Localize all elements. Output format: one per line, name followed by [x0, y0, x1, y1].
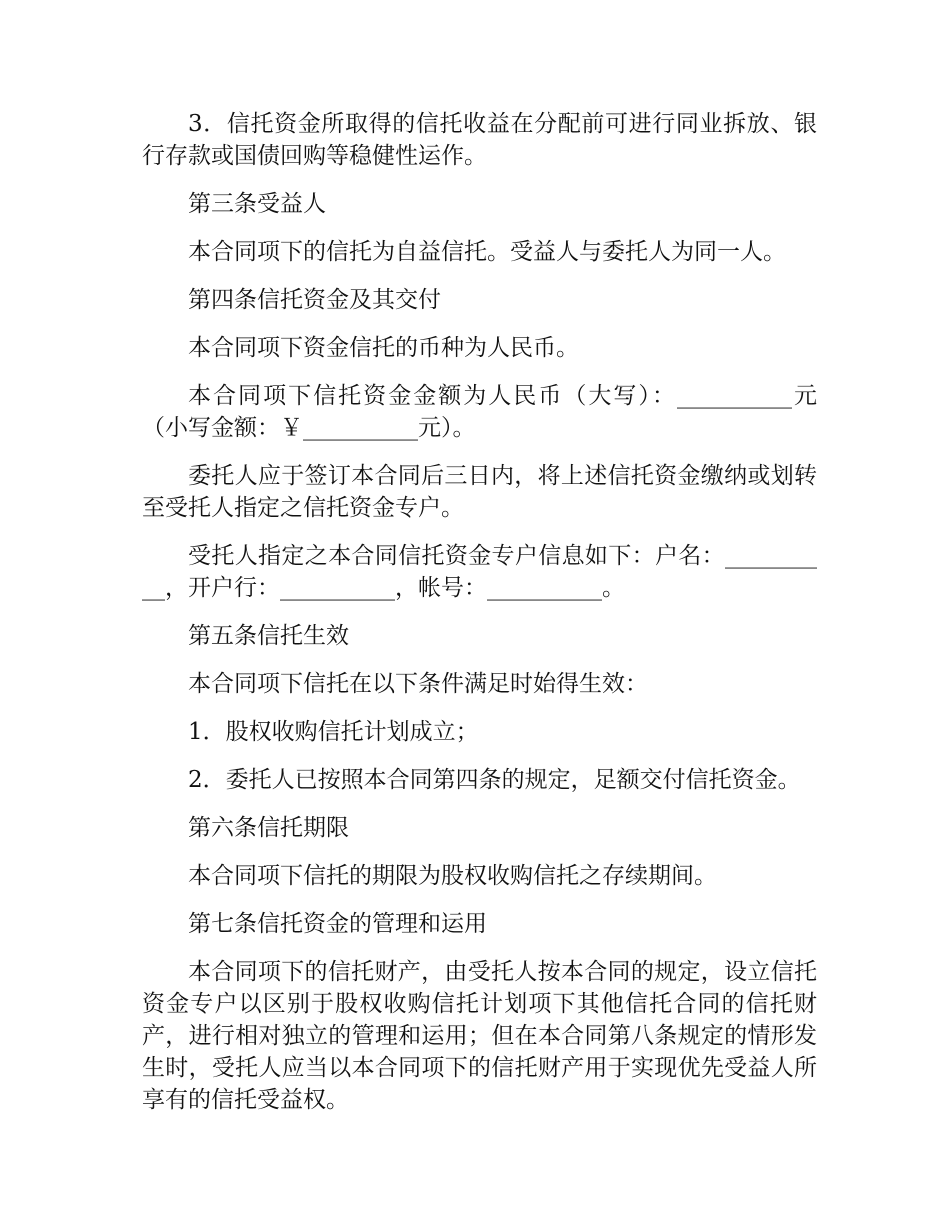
- paragraph-payment-deadline: 委托人应于签订本合同后三日内，将上述信托资金缴纳或划转至受托人指定之信托资金专户。: [142, 463, 817, 521]
- paragraph-trust-term: 本合同项下信托的期限为股权收购信托之存续期间。: [188, 863, 717, 889]
- paragraph-self-benefit-trust: 本合同项下的信托为自益信托。受益人与委托人为同一人。: [188, 239, 786, 265]
- paragraph-condition-2: 2．委托人已按照本合同第四条的规定，足额交付信托资金。: [188, 767, 801, 793]
- document-page: [142, 108, 817, 1132]
- heading-article-7-management: 第七条信托资金的管理和运用: [188, 911, 487, 937]
- paragraph-account-info: 受托人指定之本合同信托资金专户信息如下：户名：__________，开户行：__________，帐号：__________。: [142, 543, 817, 601]
- paragraph-clause-3-income-operation: 3．信托资金所取得的信托收益在分配前可进行同业拆放、银行存款或国债回购等稳健性运作。: [142, 111, 817, 169]
- paragraph-condition-1: 1．股权收购信托计划成立；: [188, 719, 479, 745]
- paragraph-currency: 本合同项下资金信托的币种为人民币。: [188, 335, 579, 361]
- heading-article-4-trust-funds: 第四条信托资金及其交付: [188, 287, 441, 313]
- heading-article-6-term: 第六条信托期限: [188, 815, 349, 841]
- paragraph-fund-amount: 本合同项下信托资金金额为人民币（大写）：__________元（小写金额：￥__________元）。: [142, 383, 817, 441]
- paragraph-effect-conditions: 本合同项下信托在以下条件满足时始得生效：: [188, 671, 648, 697]
- heading-article-3-beneficiary: 第三条受益人: [188, 191, 326, 217]
- heading-article-5-effectiveness: 第五条信托生效: [188, 623, 349, 649]
- paragraph-management-use: 本合同项下的信托财产，由受托人按本合同的规定，设立信托资金专户以区别于股权收购信托计划项下其他信托合同的信托财产，进行相对独立的管理和运用；但在本合同第八条规定的情形发生时，受托人应当以本合同项下的信托财产用于实现优先受益人所享有的信托受益权。: [142, 959, 817, 1113]
